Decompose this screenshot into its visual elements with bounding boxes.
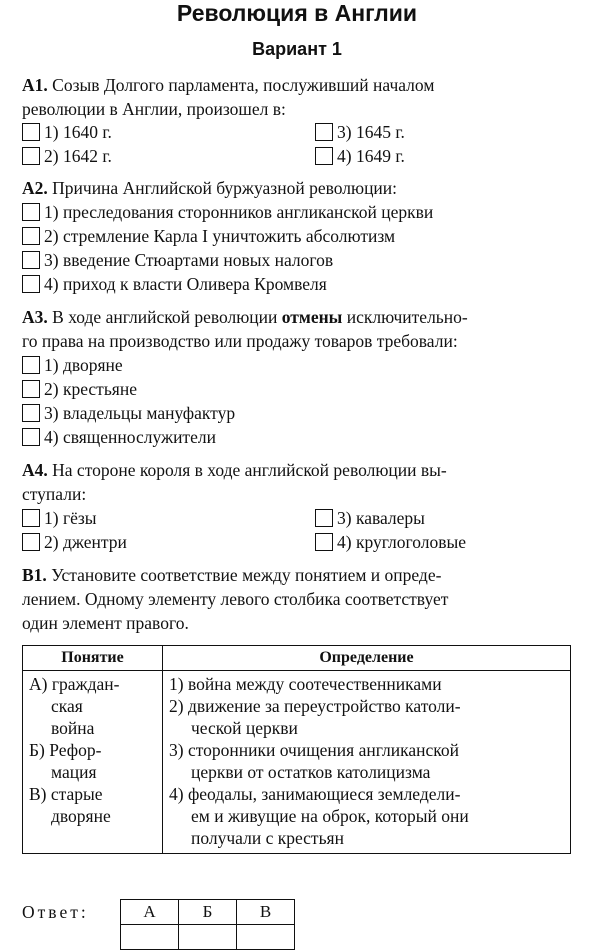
checkbox[interactable] xyxy=(315,533,333,551)
option-label: 4) 1649 г. xyxy=(337,146,405,166)
definition-1 xyxy=(169,673,564,695)
definition-3-line: 3) сторонники очищения англиканской xyxy=(169,740,459,760)
checkbox[interactable] xyxy=(22,428,40,446)
a1-option-1[interactable] xyxy=(22,121,112,143)
question-a4-text xyxy=(22,459,447,481)
a2-option-1[interactable] xyxy=(22,201,433,223)
question-a3-label: А3. xyxy=(22,307,48,327)
question-a2-text xyxy=(22,177,397,199)
question-b1-line1: Установите соответствие между понятием и опреде- xyxy=(51,565,442,585)
question-a4-line1: На стороне короля в ходе английской революции вы- xyxy=(52,460,447,480)
a4-option-4[interactable] xyxy=(315,531,466,553)
checkbox[interactable] xyxy=(315,123,333,141)
a1-option-2[interactable] xyxy=(22,145,112,167)
checkbox[interactable] xyxy=(22,509,40,527)
checkbox[interactable] xyxy=(22,356,40,374)
option-label: 1) гёзы xyxy=(44,508,97,528)
definition-2-line: 2) движение за переустройство католи- xyxy=(169,696,461,716)
question-a1-line2: революции в Англии, произошел в: xyxy=(22,99,286,119)
option-label: 4) приход к власти Оливера Кромвеля xyxy=(44,274,327,294)
option-label: 2) стремление Карла I уничтожить абсолютизм xyxy=(44,226,396,246)
a2-option-3[interactable] xyxy=(22,249,333,271)
question-a3-line1-end: исключительно- xyxy=(346,307,468,327)
a4-option-3[interactable] xyxy=(315,507,425,529)
option-label: 4) круглоголовые xyxy=(337,532,467,552)
a1-option-4[interactable] xyxy=(315,145,405,167)
question-a1-line1: Созыв Долгого парламента, послуживший началом xyxy=(52,75,435,95)
concept-b-line: Б) Рефор- xyxy=(29,740,102,760)
definition-3 xyxy=(169,739,564,783)
concept-a xyxy=(29,673,156,739)
variant-heading: Вариант 1 xyxy=(252,39,342,59)
option-label: 3) кавалеры xyxy=(337,508,425,528)
question-a2-label: А2. xyxy=(22,178,48,198)
question-a3-text xyxy=(22,306,468,328)
definition-2-line: ческой церкви xyxy=(191,718,298,738)
question-a3-line2: го права на производство или продажу товаров требовали: xyxy=(22,331,458,351)
question-b1-label: В1. xyxy=(22,565,47,585)
definition-4-line: получали с крестьян xyxy=(191,828,344,848)
concept-b xyxy=(29,739,156,783)
answer-header-c: В xyxy=(237,900,295,925)
answer-header-b: Б xyxy=(179,900,237,925)
definition-4 xyxy=(169,783,564,849)
a3-option-4[interactable] xyxy=(22,426,216,448)
option-label: 2) джентри xyxy=(44,532,127,552)
question-a1-label: А1. xyxy=(22,75,48,95)
checkbox[interactable] xyxy=(22,380,40,398)
definition-1-line: 1) война между соотечественниками xyxy=(169,674,442,694)
checkbox[interactable] xyxy=(22,275,40,293)
option-label: 4) священнослужители xyxy=(44,427,216,447)
column-header-definition: Определение xyxy=(163,646,571,671)
concept-b-line: мация xyxy=(51,762,97,782)
a2-option-4[interactable] xyxy=(22,273,327,295)
definition-3-line: церкви от остатков католицизма xyxy=(191,762,431,782)
question-b1-line2: лением. Одному элементу левого столбика соответствует xyxy=(22,589,449,609)
checkbox[interactable] xyxy=(22,533,40,551)
concept-c-line: дворяне xyxy=(51,806,111,826)
concepts-cell xyxy=(23,671,163,854)
checkbox[interactable] xyxy=(22,227,40,245)
answer-label: Ответ: xyxy=(22,902,89,922)
question-a4-line2: ступали: xyxy=(22,484,87,504)
question-a1-text xyxy=(22,74,434,96)
a3-option-3[interactable] xyxy=(22,402,235,424)
checkbox[interactable] xyxy=(22,404,40,422)
checkbox[interactable] xyxy=(315,147,333,165)
option-label: 3) 1645 г. xyxy=(337,122,405,142)
checkbox[interactable] xyxy=(22,251,40,269)
answer-header-a: А xyxy=(121,900,179,925)
question-a4-label: А4. xyxy=(22,460,48,480)
option-label: 2) 1642 г. xyxy=(44,146,112,166)
option-label: 1) дворяне xyxy=(44,355,123,375)
a4-option-1[interactable] xyxy=(22,507,97,529)
answer-cell-a[interactable] xyxy=(121,925,179,950)
a2-option-2[interactable] xyxy=(22,225,395,247)
definition-4-line: ем и живущие на оброк, который они xyxy=(191,806,469,826)
concept-c-line: В) старые xyxy=(29,784,103,804)
question-a3-line1-part: В ходе английской революции xyxy=(52,307,278,327)
worksheet-title: Революция в Англии xyxy=(176,0,418,26)
question-b1-line3: один элемент правого. xyxy=(22,613,189,633)
concept-a-line: ская xyxy=(51,696,83,716)
checkbox[interactable] xyxy=(315,509,333,527)
a1-option-3[interactable] xyxy=(315,121,405,143)
question-a2-line1: Причина Английской буржуазной революции: xyxy=(52,178,398,198)
a4-option-2[interactable] xyxy=(22,531,127,553)
definition-2 xyxy=(169,695,564,739)
question-a3-emphasis: отмены xyxy=(281,307,343,327)
option-label: 3) владельцы мануфактур xyxy=(44,403,236,423)
option-label: 1) 1640 г. xyxy=(44,122,112,142)
matching-table xyxy=(22,645,571,854)
definition-4-line: 4) феодалы, занимающиеся земледели- xyxy=(169,784,461,804)
answer-cell-b[interactable] xyxy=(179,925,237,950)
option-label: 2) крестьяне xyxy=(44,379,137,399)
option-label: 3) введение Стюартами новых налогов xyxy=(44,250,334,270)
concept-a-line: А) граждан- xyxy=(29,674,120,694)
checkbox[interactable] xyxy=(22,203,40,221)
definitions-cell xyxy=(163,671,571,854)
concept-c xyxy=(29,783,156,827)
question-b1-text xyxy=(22,564,441,586)
option-label: 1) преследования сторонников англиканской церкви xyxy=(44,202,434,222)
checkbox[interactable] xyxy=(22,123,40,141)
concept-a-line: война xyxy=(51,718,95,738)
a3-option-1[interactable] xyxy=(22,354,123,376)
answer-table xyxy=(120,899,295,950)
column-header-concept: Понятие xyxy=(23,646,163,671)
answer-cell-c[interactable] xyxy=(237,925,295,950)
checkbox[interactable] xyxy=(22,147,40,165)
a3-option-2[interactable] xyxy=(22,378,137,400)
